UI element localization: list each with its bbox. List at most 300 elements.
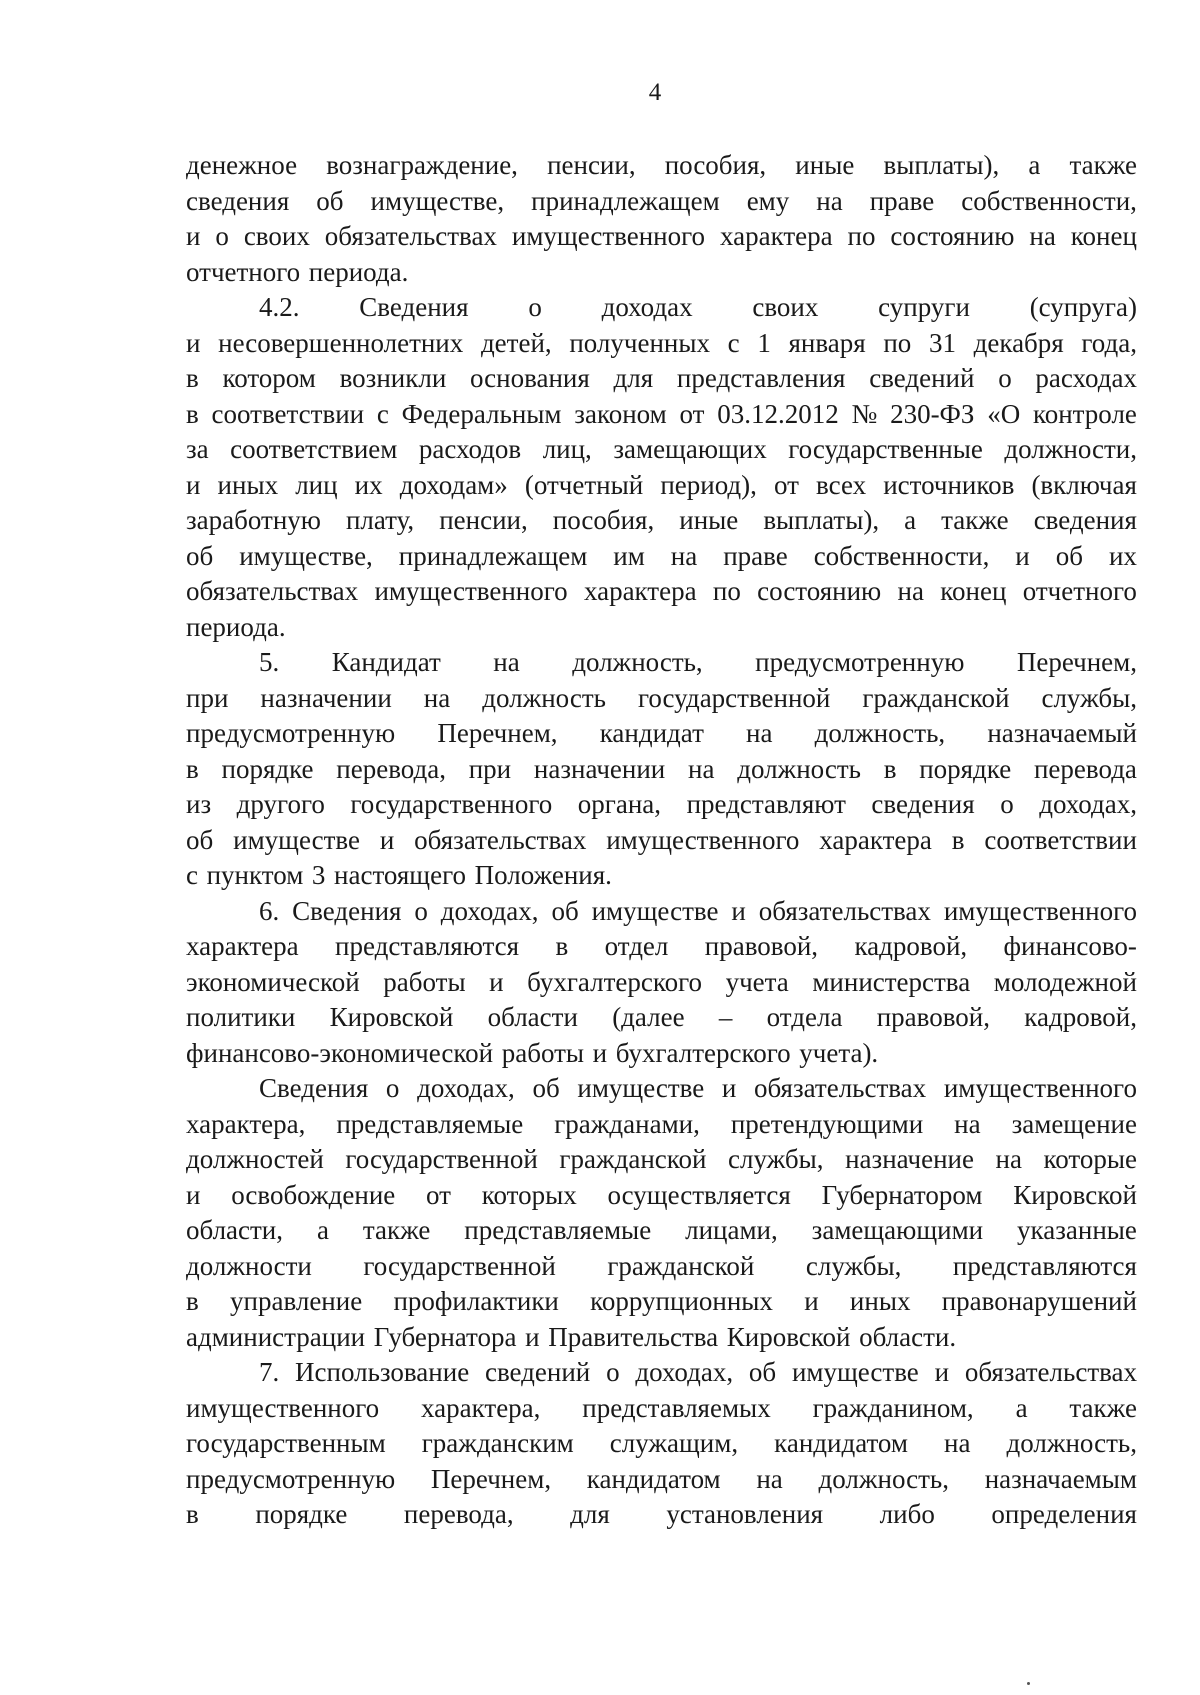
word: с — [186, 860, 198, 890]
word: доходам» — [399, 469, 508, 500]
word: администрации — [186, 1321, 366, 1352]
word: при — [468, 753, 512, 784]
word: на — [995, 1144, 1022, 1174]
word: декабря — [973, 327, 1064, 358]
word: из — [186, 789, 212, 819]
text-line — [186, 752, 1137, 788]
word: по — [883, 327, 912, 358]
text-line — [186, 539, 1137, 575]
word: конец — [940, 576, 1007, 606]
word: плату, — [345, 505, 415, 535]
word: порядке — [919, 753, 1012, 784]
word: расходах — [1035, 363, 1137, 393]
word: перевода, — [403, 1499, 514, 1529]
word: Федеральным — [401, 398, 562, 429]
word: и — [186, 1179, 201, 1210]
word: гражданином, — [812, 1392, 974, 1423]
word: о — [414, 895, 428, 926]
word: состоянию — [757, 576, 882, 606]
word: Кандидат — [331, 647, 441, 677]
word: 3 — [311, 860, 326, 890]
body-text — [186, 148, 1137, 1533]
word: имуществе — [233, 824, 360, 855]
word: финансово-экономической — [186, 1037, 494, 1068]
word: иных — [849, 1286, 911, 1316]
word: выплаты), — [883, 150, 1000, 180]
word: Сведения — [359, 292, 469, 322]
word: имуществе, — [370, 185, 505, 216]
text-line — [186, 1391, 1137, 1427]
word: и — [525, 1321, 540, 1352]
word: полученных — [569, 327, 710, 358]
word: лицами, — [685, 1215, 778, 1245]
text-line — [186, 1249, 1137, 1285]
word: области — [487, 1002, 578, 1032]
word: Перечнем, — [437, 718, 558, 748]
word: (включая — [1031, 469, 1137, 500]
word: о — [1000, 789, 1014, 819]
text-line — [186, 1497, 1137, 1533]
text-line — [186, 361, 1137, 397]
word: соответствии — [211, 398, 365, 429]
word: также — [1069, 1392, 1137, 1423]
word: указанные — [1017, 1215, 1137, 1245]
word: с — [376, 398, 389, 429]
word: собственности, — [961, 185, 1137, 216]
word: и — [934, 1357, 950, 1387]
word: кадровой, — [1024, 1002, 1137, 1032]
word: своих — [752, 292, 819, 322]
word: основания — [469, 363, 590, 393]
word: и — [592, 1037, 608, 1068]
word: им — [613, 540, 645, 571]
text-line — [186, 326, 1137, 362]
text-line — [186, 787, 1137, 823]
word: имуществе — [591, 895, 719, 926]
word: на — [423, 682, 451, 713]
word: пенсии, — [547, 150, 636, 180]
word: перевода — [1033, 753, 1137, 784]
word: имуществе — [577, 1073, 705, 1103]
word: претендующими — [730, 1108, 924, 1139]
word: 03.12.2012 — [717, 398, 839, 429]
word: Сведения — [292, 895, 402, 926]
word: супруги — [878, 292, 970, 322]
word: ему — [746, 185, 790, 216]
text-line — [186, 1320, 1137, 1356]
word: области, — [186, 1215, 284, 1245]
word: гражданской — [862, 682, 1010, 713]
text-line — [186, 1284, 1137, 1320]
word: определения — [991, 1499, 1137, 1529]
word: с — [727, 327, 740, 358]
word: должность, — [572, 647, 703, 677]
word: также — [941, 505, 1009, 535]
word: на — [897, 576, 924, 606]
word: Кировской — [1013, 1179, 1137, 1210]
text-line — [186, 1462, 1137, 1498]
word: учета). — [799, 1037, 879, 1068]
word: отчетного — [1022, 576, 1137, 606]
word: представляемые — [464, 1215, 652, 1245]
word: должность, — [818, 1463, 949, 1494]
text-line — [186, 219, 1137, 255]
word: от — [774, 469, 799, 500]
word: для — [613, 363, 654, 393]
page-number: 4 — [648, 79, 662, 106]
text-line — [186, 184, 1137, 220]
word: в — [555, 931, 569, 961]
word: и — [186, 469, 201, 500]
text-line — [186, 255, 1137, 291]
word: об — [748, 1357, 777, 1387]
word: котором — [222, 363, 316, 393]
word: 31 — [928, 327, 956, 358]
word: обязательствах — [414, 824, 587, 855]
word: службы, — [1041, 682, 1137, 713]
word: представляют — [686, 789, 846, 819]
word: гражданской — [559, 1144, 707, 1174]
word: обязательствах — [186, 576, 359, 606]
word: также — [1069, 150, 1137, 180]
word: правовой, — [876, 1002, 990, 1032]
word: государственного — [350, 789, 553, 819]
text-line — [186, 148, 1137, 184]
word: по — [712, 576, 741, 606]
word: министерства — [812, 966, 971, 997]
word: политики — [186, 1002, 296, 1032]
word: для — [570, 1499, 610, 1529]
word: года, — [1081, 327, 1137, 358]
word: представляются — [335, 931, 520, 961]
word: Кировской — [726, 1321, 851, 1352]
word: обязательствах — [753, 1073, 927, 1103]
text-line — [186, 716, 1137, 752]
word: на — [954, 1108, 981, 1139]
word: профилактики — [393, 1286, 559, 1316]
word: контроле — [1032, 398, 1137, 429]
word: 1 — [757, 327, 771, 358]
word: об — [316, 185, 344, 216]
word: лиц — [295, 469, 338, 500]
word: об — [532, 1073, 560, 1103]
word: Правительства — [548, 1321, 719, 1352]
word: Использование — [295, 1357, 470, 1387]
word: об — [186, 540, 214, 571]
word: отдел — [604, 931, 669, 961]
word: должность — [482, 682, 606, 713]
word: иных — [217, 469, 279, 500]
text-line — [186, 468, 1137, 504]
word: о — [385, 1073, 400, 1103]
word: характера — [186, 931, 299, 961]
word: должностей — [186, 1144, 324, 1174]
word: в — [186, 363, 199, 393]
word: имущественного — [943, 895, 1137, 926]
word: праве — [723, 540, 788, 571]
word: доходах, — [417, 1073, 515, 1103]
word: государственные — [788, 434, 983, 464]
word: «О — [987, 398, 1021, 429]
word: представляются — [952, 1250, 1137, 1281]
word: отдела — [766, 1002, 843, 1032]
word: установления — [666, 1499, 824, 1529]
word: периода. — [186, 611, 286, 642]
word: соответствием — [230, 434, 398, 464]
word: служащим, — [609, 1428, 739, 1458]
word: 6. — [259, 895, 280, 926]
word: бухгалтерского — [527, 966, 703, 997]
word: должности, — [1004, 434, 1137, 464]
word: правонарушений — [941, 1286, 1137, 1316]
word: (супруга) — [1029, 292, 1137, 322]
word: Перечнем, — [430, 1463, 552, 1494]
word: имуществе — [791, 1357, 919, 1387]
word: должность, — [814, 718, 946, 748]
word: гражданами, — [554, 1108, 700, 1139]
text-line — [186, 1071, 1137, 1107]
word: денежное — [186, 150, 298, 180]
word: о — [215, 221, 229, 251]
text-line — [186, 1213, 1137, 1249]
text-line — [186, 503, 1137, 539]
word: и — [186, 221, 201, 251]
word: на — [1029, 221, 1056, 251]
text-line — [186, 574, 1137, 610]
word: имущественного — [606, 824, 800, 855]
word: и — [731, 895, 746, 926]
word: доходах, — [1039, 789, 1137, 819]
word: имущественного — [186, 1392, 380, 1423]
text-line — [186, 823, 1137, 859]
word: Положения. — [474, 860, 612, 890]
word: 5. — [259, 647, 280, 677]
text-line — [186, 1178, 1137, 1214]
text-line — [186, 1107, 1137, 1143]
word: 230-ФЗ — [890, 398, 975, 429]
word: сведения — [1033, 505, 1137, 535]
word: пособия, — [552, 505, 655, 535]
word: об — [186, 824, 214, 855]
word: имуществе, — [239, 540, 373, 571]
word: характера, — [186, 1108, 306, 1139]
word: от — [679, 398, 705, 429]
word: бухгалтерского — [615, 1037, 791, 1068]
word: в — [186, 1286, 199, 1316]
word: а — [316, 1215, 329, 1245]
word: источников — [883, 469, 1015, 500]
word: пособия, — [664, 150, 767, 180]
word: замещающими — [811, 1215, 984, 1245]
word: от — [426, 1179, 451, 1210]
word: службы, — [728, 1144, 824, 1174]
word: об — [551, 895, 579, 926]
word: о — [606, 1357, 620, 1387]
word: либо — [879, 1499, 935, 1529]
word: государственным — [186, 1428, 386, 1458]
word: принадлежащем — [531, 185, 720, 216]
word: лиц, — [542, 434, 592, 464]
word: работы — [383, 966, 466, 997]
word: кандидат — [599, 718, 704, 748]
text-line — [186, 1036, 1137, 1072]
word: детей, — [480, 327, 552, 358]
word: на — [746, 718, 773, 748]
word: несовершеннолетних — [218, 327, 464, 358]
word: учета — [725, 966, 789, 997]
word: в — [883, 753, 897, 784]
text-line — [186, 858, 1137, 894]
word: на — [688, 753, 715, 784]
word: января — [788, 327, 866, 358]
word: праве — [869, 185, 935, 216]
word: и — [186, 327, 201, 358]
word: иные — [679, 505, 739, 535]
word: области. — [859, 1321, 957, 1352]
word: настоящего — [334, 860, 466, 890]
word: на — [670, 540, 698, 571]
word: порядке — [221, 753, 314, 784]
word: предусмотренную — [186, 1463, 396, 1494]
word: представляемые — [336, 1108, 524, 1139]
word: о — [998, 363, 1012, 393]
word: Перечнем, — [1016, 647, 1137, 677]
word: принадлежащем — [398, 540, 588, 571]
word: и — [489, 966, 504, 997]
word: по — [847, 221, 876, 251]
word: сведений — [484, 1357, 591, 1387]
word: правовой, — [704, 931, 819, 961]
word: назначаемый — [987, 718, 1137, 748]
word: экономической — [186, 966, 360, 997]
word: на — [816, 185, 843, 216]
word: доходах, — [440, 895, 539, 926]
word: обязательствах — [324, 221, 497, 251]
word: периода. — [308, 256, 409, 287]
text-line — [186, 645, 1137, 681]
word: другого — [236, 789, 325, 819]
word: освобождение — [231, 1179, 396, 1210]
word: сведения — [871, 789, 975, 819]
word: в — [186, 398, 199, 429]
word: доходах — [601, 292, 693, 322]
text-line — [186, 1000, 1137, 1036]
word: в — [951, 824, 965, 855]
word: назначение — [845, 1144, 974, 1174]
word: кандидатом — [586, 1463, 721, 1494]
word: Кировской — [329, 1002, 454, 1032]
word: также — [362, 1215, 431, 1245]
word: должность — [737, 753, 861, 784]
word: а — [1028, 150, 1041, 180]
text-line — [186, 610, 1137, 646]
word: их — [354, 469, 383, 500]
word: пунктом — [206, 860, 304, 890]
text-line — [186, 965, 1137, 1001]
word: замещающих — [613, 434, 767, 464]
word: возникли — [339, 363, 447, 393]
word: при — [186, 682, 229, 713]
text-line — [186, 1142, 1137, 1178]
word: о — [528, 292, 542, 322]
word: расходов — [418, 434, 522, 464]
word: – — [718, 1002, 733, 1032]
word: замещение — [1011, 1108, 1137, 1139]
word: вознаграждение, — [326, 150, 518, 180]
word: государственной — [637, 682, 831, 713]
word: (отчетный — [524, 469, 644, 500]
word: конец — [1070, 221, 1137, 251]
word: финансово- — [1003, 931, 1137, 961]
word: своих — [243, 221, 310, 251]
word: собственности, — [813, 540, 990, 571]
word: коррупционных — [590, 1286, 773, 1316]
word: должность, — [1006, 1428, 1137, 1458]
word: назначаемым — [984, 1463, 1137, 1494]
word: и — [379, 824, 395, 855]
word: законом — [574, 398, 667, 429]
word: предусмотренную — [755, 647, 965, 677]
word: Сведения — [259, 1073, 369, 1103]
word: и — [1015, 540, 1030, 571]
word: представления — [676, 363, 846, 393]
word: порядке — [255, 1499, 348, 1529]
word: сведения — [186, 185, 290, 216]
word: всех — [816, 469, 867, 500]
word: характера, — [421, 1392, 541, 1423]
text-line — [186, 894, 1137, 930]
word: доходах, — [635, 1357, 734, 1387]
word: перевода, — [336, 753, 446, 784]
word: за — [186, 434, 209, 464]
word: сведений — [869, 363, 975, 393]
word: их — [1108, 540, 1137, 571]
word: а — [1015, 1392, 1028, 1423]
word: в — [186, 1499, 199, 1529]
word: на — [493, 647, 520, 677]
word: управление — [230, 1286, 363, 1316]
word: 4.2. — [259, 292, 300, 322]
word: государственной — [363, 1250, 556, 1281]
word: обязательствах — [758, 895, 931, 926]
text-line — [186, 432, 1137, 468]
word: иные — [795, 150, 855, 180]
word: на — [944, 1428, 971, 1458]
scan-speck — [1027, 1682, 1030, 1685]
word: а — [904, 505, 917, 535]
word: гражданской — [607, 1250, 755, 1281]
word: гражданским — [421, 1428, 574, 1458]
word: № — [851, 398, 878, 429]
text-line — [186, 681, 1137, 717]
word: в — [186, 753, 199, 784]
text-line — [186, 290, 1137, 326]
text-line — [186, 397, 1137, 433]
word: имущественного — [374, 576, 568, 606]
word: характера — [819, 824, 932, 855]
word: органа, — [577, 789, 662, 819]
word: и — [804, 1286, 819, 1316]
word: осуществляется — [607, 1179, 791, 1210]
text-line — [186, 929, 1137, 965]
word: которые — [1043, 1144, 1137, 1174]
word: которых — [481, 1179, 577, 1210]
word: должности — [186, 1250, 312, 1281]
word: обязательствах — [964, 1357, 1137, 1387]
word: имущественного — [511, 221, 706, 251]
word: кандидатом — [774, 1428, 908, 1458]
word: 7. — [259, 1357, 280, 1387]
